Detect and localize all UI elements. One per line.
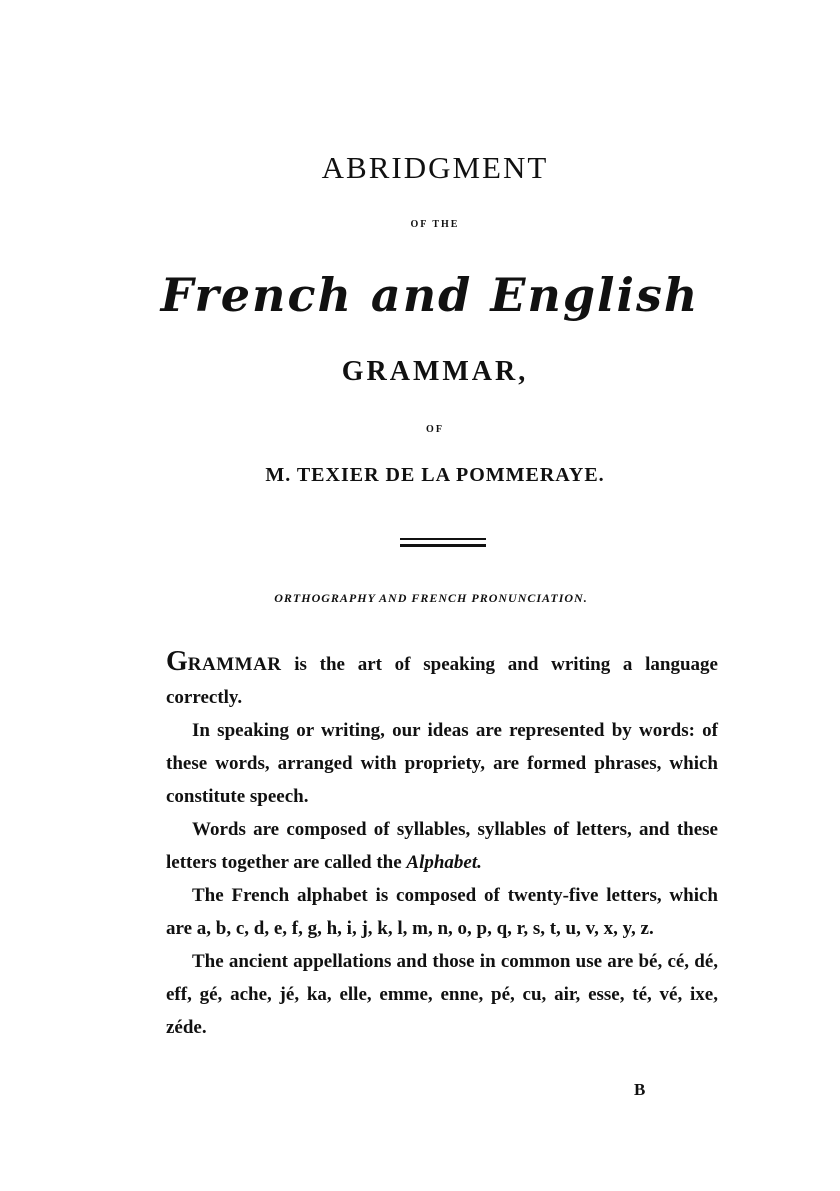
- divider-rule-thin: [400, 538, 486, 540]
- author-name: M. TEXIER DE LA POMMERAYE.: [265, 464, 605, 486]
- divider-rule-thick: [400, 544, 486, 547]
- of-line: OF: [426, 424, 444, 435]
- paragraph-3: [166, 813, 718, 879]
- paragraph-1: [166, 648, 718, 714]
- paragraph-1-caps: RAMMAR: [187, 654, 282, 675]
- paragraph-1-text: is the art of speaking and writing a language correctly.: [166, 654, 718, 708]
- page-title: ABRIDGMENT: [321, 150, 549, 185]
- drop-cap: G: [166, 646, 188, 677]
- grammar-heading: GRAMMAR,: [341, 356, 529, 387]
- signature-mark: B: [634, 1080, 646, 1099]
- of-the-line: OF THE: [410, 219, 460, 230]
- paragraph-2: In speaking or writing, our ideas are represented by words: of these words, arranged with propriety, are formed phrases, which constitute speech.: [166, 720, 718, 807]
- body-text: [166, 648, 718, 1044]
- paragraph-3-italic: Alphabet.: [406, 852, 482, 873]
- subject-blackletter-heading: French and English: [160, 268, 700, 322]
- paragraph-4: The French alphabet is composed of twenty-five letters, which are a, b, c, d, e, f, g, h, i, j, k, l, m, n, o, p, q, r, s, t, u, v, x, y, z.: [166, 885, 718, 939]
- paragraph-5: The ancient appellations and those in common use are bé, cé, dé, eff, gé, ache, jé, ka, elle, emme, enne, pé, cu, air, esse, té, vé, ixe, zéde.: [166, 951, 718, 1038]
- section-heading: ORTHOGRAPHY AND FRENCH PRONUNCIATION.: [274, 591, 588, 605]
- paragraph-3-text: Words are composed of syllables, syllables of letters, and these letters together are called the: [166, 819, 718, 873]
